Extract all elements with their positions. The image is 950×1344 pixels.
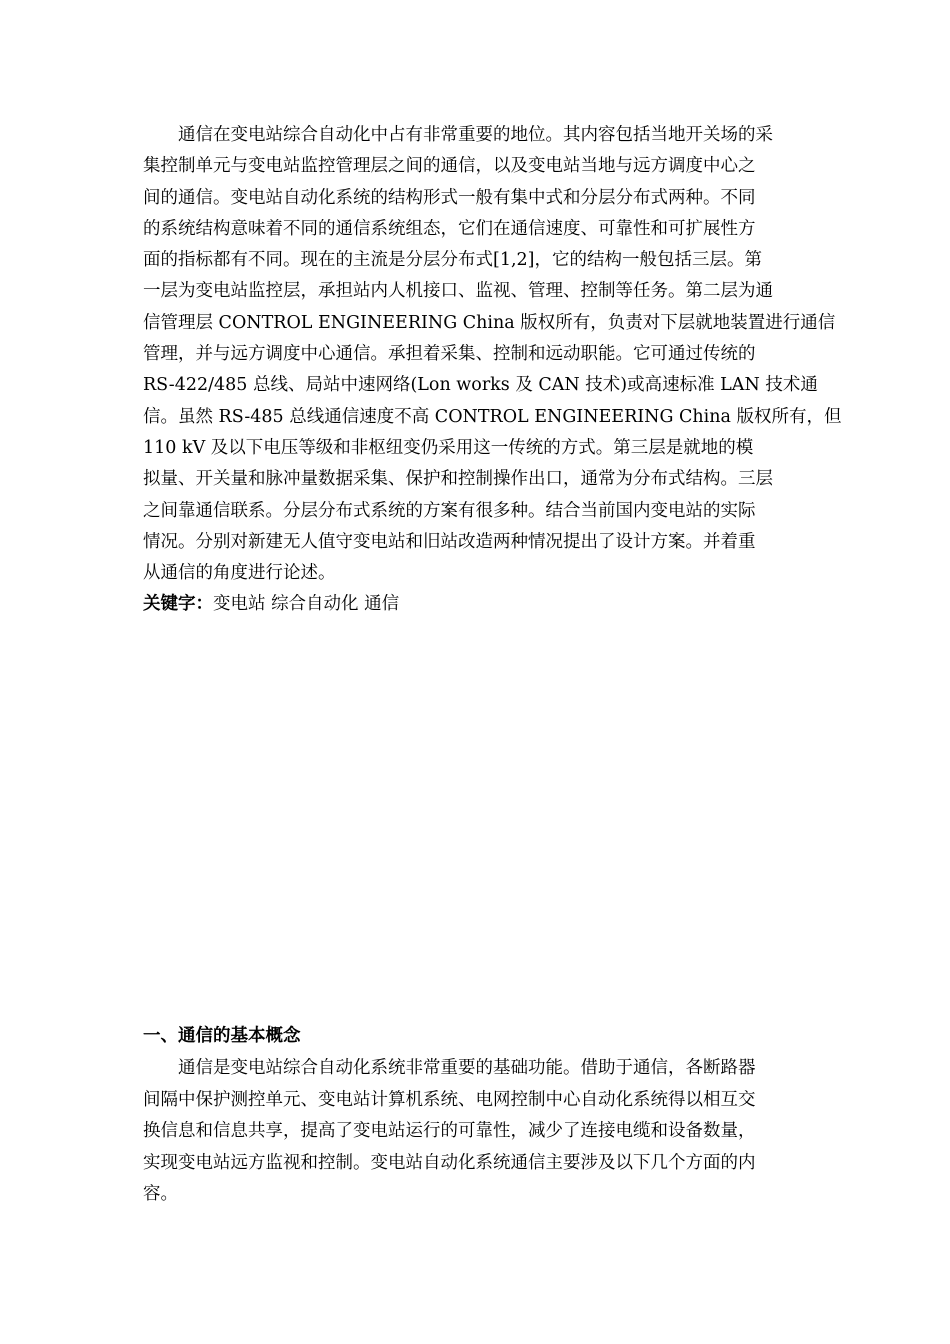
abstract-line: 间的通信。变电站自动化系统的结构形式一般有集中式和分层分布式两种。不同 <box>143 187 756 208</box>
section-line: 通信是变电站综合自动化系统非常重要的基础功能。借助于通信，各断路器 <box>143 1058 756 1078</box>
section-heading: 一、通信的基本概念 <box>143 1026 301 1046</box>
section-line: 实现变电站远方监视和控制。变电站自动化系统通信主要涉及以下几个方面的内 <box>143 1152 756 1173</box>
abstract-line: 110 kV 及以下电压等级和非枢纽变仍采用这一传统的方式。第三层是就地的模 <box>143 437 754 458</box>
abstract-line: 面的指标都有不同。现在的主流是分层分布式[1,2]，它的结构一般包括三层。第 <box>143 250 762 271</box>
abstract-line: 从通信的角度进行论述。 <box>143 563 336 584</box>
abstract-line: 通信在变电站综合自动化中占有非常重要的地位。其内容包括当地开关场的采 <box>143 125 773 145</box>
keywords-label: 关键字： <box>143 594 213 614</box>
abstract-paragraph <box>143 120 842 589</box>
section-line: 间隔中保护测控单元、变电站计算机系统、电网控制中心自动化系统得以相互交 <box>143 1089 756 1110</box>
keywords-line <box>143 590 399 618</box>
abstract-line: 之间靠通信联系。分层分布式系统的方案有很多种。结合当前国内变电站的实际 <box>143 500 756 521</box>
abstract-line: 的系统结构意味着不同的通信系统组态，它们在通信速度、可靠性和可扩展性方 <box>143 218 756 239</box>
abstract-line: 一层为变电站监控层，承担站内人机接口、监视、管理、控制等任务。第二层为通 <box>143 281 773 302</box>
abstract-line: 信管理层 CONTROL ENGINEERING China 版权所有，负责对下层就地装置进行通信 <box>143 312 836 333</box>
section-paragraph <box>143 1053 809 1211</box>
keywords-text: 变电站 综合自动化 通信 <box>213 594 400 614</box>
section-line: 容。 <box>143 1184 178 1204</box>
abstract-line: 信。虽然 RS-485 总线通信速度不高 CONTROL ENGINEERING China 版权所有，但 <box>143 406 842 427</box>
section-line: 换信息和信息共享，提高了变电站运行的可靠性，减少了连接电缆和设备数量， <box>143 1121 756 1141</box>
abstract-line: RS-422/485 总线、局站中速网络(Lon works 及 CAN 技术)或高速标准 LAN 技术通 <box>143 375 818 396</box>
abstract-line: 集控制单元与变电站监控管理层之间的通信，以及变电站当地与远方调度中心之 <box>143 156 756 177</box>
abstract-line: 管理，并与远方调度中心通信。承担着采集、控制和远动职能。它可通过传统的 <box>143 344 756 365</box>
abstract-line: 拟量、开关量和脉冲量数据采集、保护和控制操作出口，通常为分布式结构。三层 <box>143 469 773 490</box>
abstract-line: 情况。分别对新建无人值守变电站和旧站改造两种情况提出了设计方案。并着重 <box>143 531 756 552</box>
